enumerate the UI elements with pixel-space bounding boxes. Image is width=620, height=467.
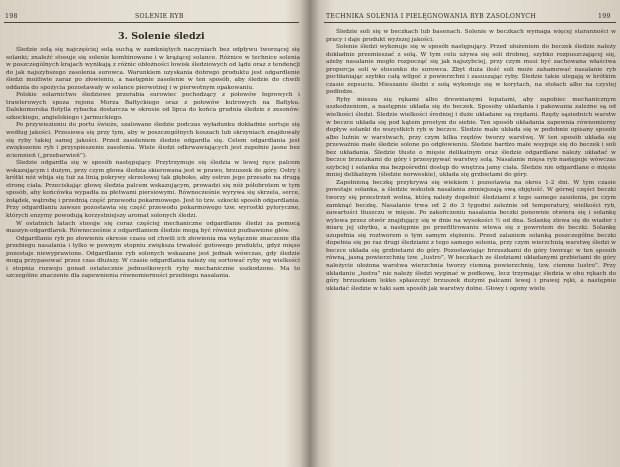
running-header: TECHNIKA SOLENIA I PIELĘGNOWANIA RYB ZASOLONYCH xyxy=(326,13,537,20)
header-rule xyxy=(4,22,299,23)
right-page xyxy=(312,0,620,467)
paragraph: Odgardlanie ryb po złowieniu okresie czasu od chwili ich złowienia ma wyłącznie znaczenie dla przebiegu nasalania i tylko w pewnym stopniu zwiększa trwałość gotowego produktu, gdyż mięso pozostaje niewyprawione. Odgardlanie ryb solonych wskazane jest jednak wówczas, gdy śledzie mogą przypasować przez czas dłuższy. W czasie odgardlania należy się sortować ryby wg wielkości i stopnia rozwoju gonad ostatecznie jednostkowych ryby mechanicznie uszkodzone. Ma to szczególne znaczenie dla zapewnienia równomierności przebiegu nasalania. xyxy=(6,235,300,280)
paragraph: Śledzie soli się w beczkach lub basenach. Solenie w beczkach wymaga więcej staranności w pracy i daje produkt wyższej jakości. xyxy=(326,29,616,43)
paragraph: Ryby miesza się rękami albo drewnianymi łopatami, aby zapobiec mechanicznym uszkodzeniom, a następnie układa się do beczek. Sposoby układania i pakowania zależne są od wielkości śledzi. Śledzie wielkości średniej i duże układane są rzędami. Rzędy sąsiednich warstw w beczce układa się pod kątem prostym do siebie. Ten sposób układania zapewnia równomierny dopływ solanki do wszystkich ryb w beczce. Śledzie małe układa się w podobnie opisany sposób albo luźnie w warstwach, przy czym kilka rzędów tworzy warstwę. W ten sposób układa się przeważnie małe śledzie solone po odgłowieniu. Śledzie bardzo małe wsypuje się do beczek i soli bez układania. Śledzie tłuste o mięsie delikatnym oraz śledzie odgardlane należy układać w beczce brzuszkami do góry i przesypywać warstwy solą. Nasalanie mięsa ryb następuje wówczas szybciej i solanka ma bezpośredni dostęp do wnętrza jamy ciała. Śledzie nie odgardlane o mięsie mniej delikatnym (śledzie norweskie), układa się grzbietami do góry. xyxy=(326,96,616,179)
page-number: 198 xyxy=(5,13,18,20)
right-page-body xyxy=(326,29,616,293)
paragraph: Solenie śledzi wykonuje się w sposób następujący. Przed ułożeniem do beczek śledzie należy dokładnie przemieszać z solą. W tym celu używa się soli drobnej, szybko rozpuszczającej się, ażeby nasalanie mogło rozpocząć się jak najszybciej, przy czym musi być zachowana właściwa proporcja soli w stosunku do surowca. Zbyt duża ilość soli może zahamować nasalanie ryb pochłaniając szybko całą wilgoć z powierzchni i zasuszając ryby. Śledzie takie ulegają w krótkim czasie zepsuciu. Mieszanie śledzi z solą wykonuje się w korytach, na stołach albo na czystej podłodze. xyxy=(326,44,616,96)
running-header: SOLENIE RYB xyxy=(135,13,184,20)
paragraph: W ostatnich latach stosuje się coraz częściej mechaniczne odgardlanie śledzi za pomocą maszyn-odgardlarek. Równocześnie z odgardlaniem śledzie mogą być również pozbawione głów. xyxy=(6,220,300,235)
left-page xyxy=(0,0,305,467)
header-rule xyxy=(324,22,616,23)
section-title: 3. Solenie śledzi xyxy=(118,31,205,42)
paragraph: Po przywiezieniu do portu świeże, szalowane śledzie podczas wyładunku dokładnie sortuje się według jakości. Przesiewa się przy tym, aby w poszczególnych koszach lub skrzyniach znajdowały się ryby takiej samej jakości. Przed zasoleniem śledzie odgardla się. Celem odgardlania jest zwiększenie ryb i przyspieszenie zasolenia. Wiele śledzi odkrwawiających jest zupełnie jasne bez zciemnień („przebarwień”). xyxy=(6,122,300,159)
paragraph: Śledzie solą się najczęściej solą suchą w zamkniętych naczyniach bez odpływu tworzącej się solanki; znaleźć stosuje się solenie kombinowane i w krążącej solance. Różnice w technice solenia w poszczególnych krajach wynikają z różnic obłożności łowisk śledziowych od lądu oraz z tendencji do jak najszybszego zasolenia surowca. Warunkiem uzyskania dobrego produktu jest odgardlenie śledzi możliwie zaraz po złowieniu, a następnie zasolenie w ten sposób, aby śledzie do chwili oddania do spożycia pozostawały w solance pierwotnej i w pierwotnym opakowaniu. xyxy=(6,47,300,91)
paragraph: Śledzie odgardla się w sposób następujący. Przytrzymuje się śledzia w lewej ręce palcem wskazującym i dużym, przy czym głowa śledzia skierowana jest w prawo, brzuszek do góry. Ostry i krótki nóż wbija się tuż za linią pokrywy skrzelowej tak głęboko, aby ostrze jego przeszło na drugą stronę ciała. Przeciskając głowę śledzia palcem wskazującym, prowadzi się nóż półobrotem w tym sposób, aby końcówka wypadła za płetwami piersiowymi. Równocześnie wyrywa się skrzela, serce, żołądek, wątrobę i przednią część przewodu pokarmowego. Jest to tzw. szkocki sposób odgardlania. Przy odgardlaniu zawsze pozostawia się część przewodu pokarmowego tzw. wyrostki pyloryczne, których enzymy powodują korzystniejszy aromat solonych śledzi. xyxy=(6,160,300,220)
paragraph: Polskie solarnictwo śledziowe przerabia surowiec pochodzący z połowów łogrowych i trawlerowych spoza rejonu Morza Bałtyckiego oraz z połowów kutrowych na Bałtyku. Dalekomorska flotylla rybacka dostarcza w okresie od lipca do końca grudnia śledzie z zesonów: szkockiego, angielskiego i jarmuckiego. xyxy=(6,92,300,121)
paragraph: Zapełnioną beczkę przykrywa się wiekiem i pozostawia na okres 1-2 dni. W tym czasie powstaje solanka, a śledzie wskutek nasalania zmniejszają swą objętość. W górnej części beczki tworzy się przestrzeń wolna, którą należy dopełnić śledziami z tego samego zasolenia, po czym zamknąć beczkę. Nasalanie trwa od 2 do 3 tygodni zależnie od temperatury, wielkości ryb, zawartości tłuszczu w mięsie. Po zakończeniu nasalania beczki ponownie otwiera się i solankę wylewa przez otwór znajdujący się w dnie na wysokości ½ od dna. Solankę zlewa się do wiader i miarę jej ubytku, a następnie po przefiltrowaniu wlewa się z powrotem do beczki. Solankę uzupełnia się roztworem o tym samym stężeniu. Przed zalaniem solanką poszczególne beczki dopełnia się po raz drugi śledziami z tego samego solenia, przy czym wierzchnią warstwę śledzi w beczce układa się grzbietami do góry. Pozostawiając brzuszkami do góry tworząc w ten sposób równą, jasną powierzchnię tzw. „lustro”. W beczkach ze śledziami układanymi grzbietami do góry należycie ułożona warstwa wierzchnia tworzy ciemną powierzchnię, tzw. ciemne lustro”. Przy układaniu „lustra” nie należy śledzi wyginać w podkowę, lecz trzymając śledzia w obu rękach do góry brzuszkiem lekko spłaszczyć brzuszek dużymi palcami lewej i prawej ręki, a następnie układać śledzie w taki sam sposób jak warstwy dolne. Głowy i ogony wielu xyxy=(326,179,616,292)
left-page-body xyxy=(6,47,300,281)
page-number: 199 xyxy=(598,13,611,20)
